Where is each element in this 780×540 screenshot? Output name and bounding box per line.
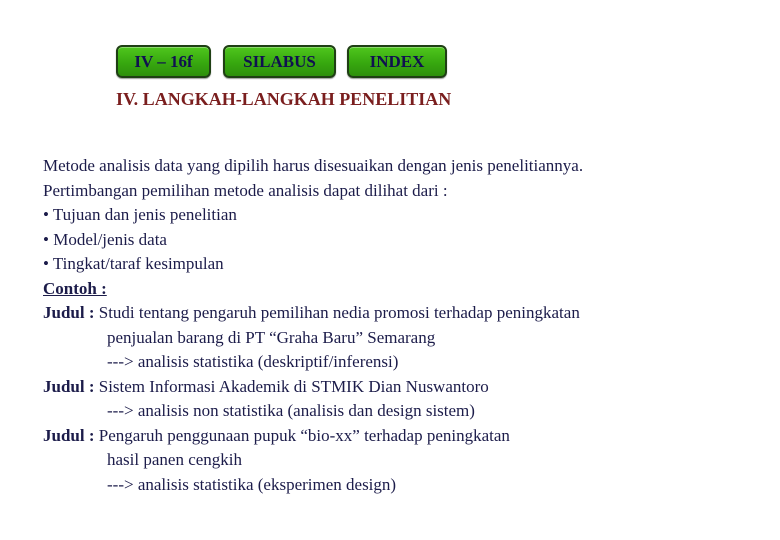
example-1-analysis: ---> analisis statistika (deskriptif/inferensi) [107,352,399,371]
bullet-item: • Model/jenis data [43,229,167,249]
silabus-button[interactable]: SILABUS [223,45,336,78]
criteria-line: Pertimbangan pemilihan metode analisis dapat dilihat dari : [43,180,448,200]
example-3-title-cont: hasil panen cengkih [107,450,243,469]
judul-label: Judul : [43,376,95,396]
bullet-item: • Tujuan dan jenis penelitian [43,205,237,224]
page-title: IV. LANGKAH-LANGKAH PENELITIAN [116,89,452,109]
example-title-text: Pengaruh penggunaan pupuk “bio-xx” terhadap peningkatan [98,425,510,445]
example-title-text: Studi tentang pengaruh pemilihan nedia promosi terhadap peningkatan [98,303,580,322]
judul-label: Judul : [43,303,95,322]
index-button[interactable]: INDEX [347,45,447,78]
example-1-title-cont: penjualan barang di PT “Graha Baru” Semarang [107,327,436,347]
iv-16f-button[interactable]: IV – 16f [116,45,211,78]
bullet-item: • Tingkat/taraf kesimpulan [43,254,224,273]
example-3-analysis: ---> analisis statistika (eksperimen design) [107,474,397,494]
judul-label: Judul : [43,425,95,445]
slide-body [43,154,760,497]
example-heading: Contoh : [43,278,107,298]
example-2-title [43,375,760,400]
intro-line: Metode analisis data yang dipilih harus disesuaikan dengan jenis penelitiannya. [43,156,584,175]
example-3-title [43,424,760,449]
example-1-title [43,301,760,326]
example-2-analysis: ---> analisis non statistika (analisis dan design sistem) [107,401,475,420]
example-title-text: Sistem Informasi Akademik di STMIK Dian Nuswantoro [98,376,489,396]
